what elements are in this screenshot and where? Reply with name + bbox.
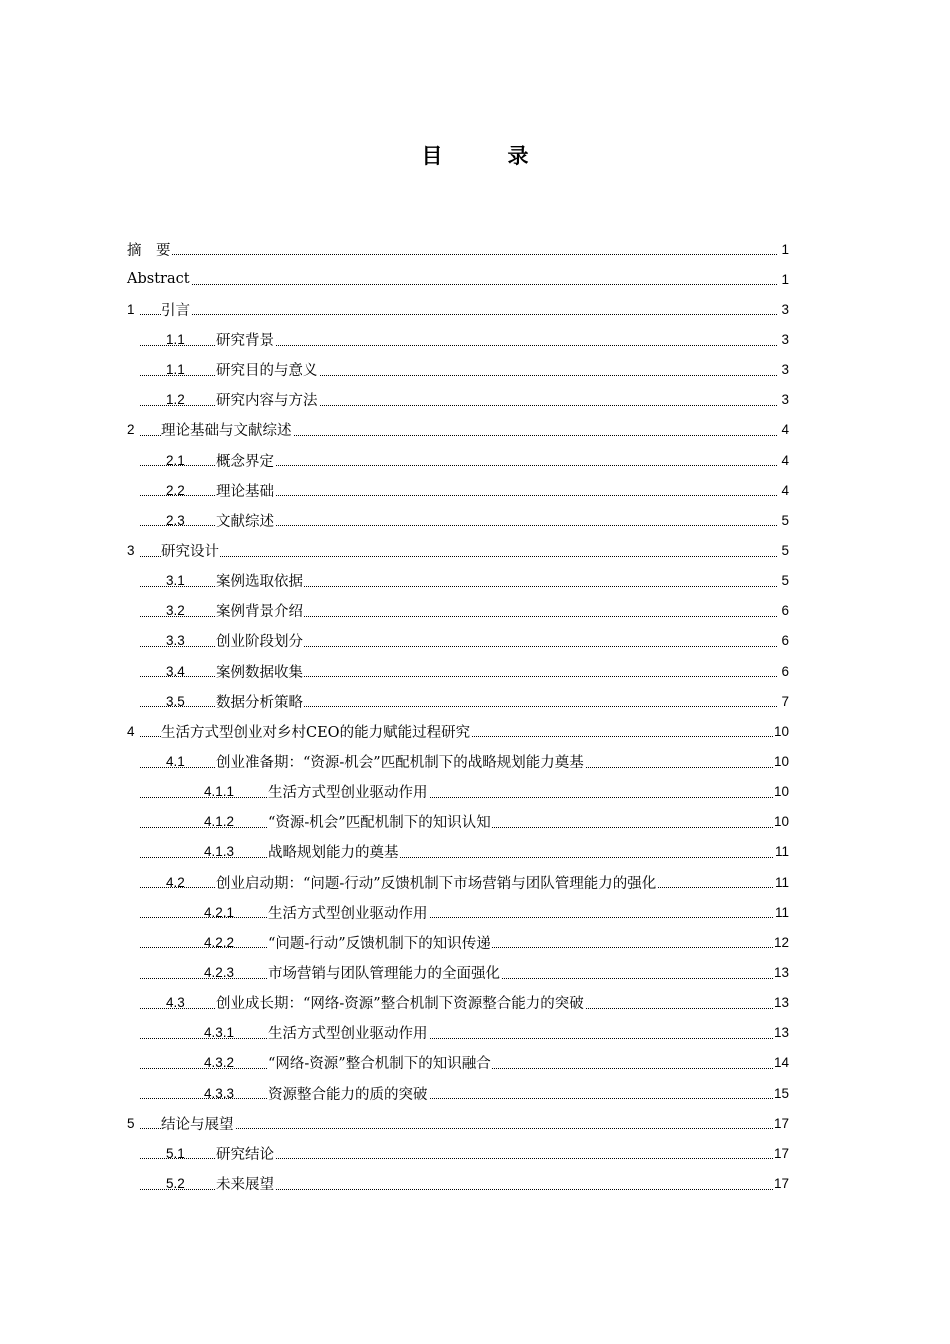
toc-entry-number: 5.2	[166, 1175, 185, 1191]
toc-entry-page-number: 3	[781, 362, 789, 378]
toc-entry-number: 1.1	[166, 331, 185, 347]
toc-entry-label: 研究结论	[216, 1143, 275, 1164]
toc-entry-page-number: 13	[773, 964, 789, 980]
toc-entry-label: 引言	[161, 299, 191, 320]
toc-entry-number: 3.3	[166, 633, 185, 649]
toc-entry-page-number: 3	[781, 331, 789, 347]
toc-entry-label: 生活方式型创业对乡村CEO的能力赋能过程研究	[161, 721, 471, 742]
toc-entry-label: 生活方式型创业驱动作用	[268, 902, 429, 923]
toc-entry-label: 创业阶段划分	[216, 630, 304, 651]
toc-entry-label: 理论基础	[216, 480, 275, 501]
toc-entry-label: 研究背景	[216, 329, 275, 350]
toc-entry-number: 4.3.1	[204, 1025, 235, 1041]
toc-entry[interactable]	[0, 686, 950, 716]
toc-dot-leader	[140, 796, 777, 798]
toc-entry-page-number: 6	[781, 603, 789, 619]
toc-entry[interactable]	[0, 385, 950, 415]
toc-entry-page-number: 13	[773, 1025, 789, 1041]
toc-entry-page-number: 11	[774, 904, 789, 920]
toc-entry[interactable]	[0, 777, 950, 807]
toc-entry-page-number: 4	[781, 482, 789, 498]
toc-entry-page-number: 13	[773, 995, 789, 1011]
toc-entry[interactable]	[0, 294, 950, 324]
table-of-contents	[0, 234, 950, 1199]
toc-entry[interactable]	[0, 897, 950, 927]
toc-entry-page-number: 5	[781, 542, 789, 558]
toc-entry-number: 3.1	[166, 573, 185, 589]
toc-entry-page-number: 11	[774, 844, 789, 860]
toc-entry-number: 3.4	[166, 663, 185, 679]
toc-entry-label: “网络-资源”整合机制下的知识融合	[268, 1052, 492, 1073]
toc-dot-leader	[140, 555, 777, 557]
toc-entry[interactable]	[0, 746, 950, 776]
toc-entry-number: 3	[127, 542, 135, 558]
toc-entry[interactable]	[0, 1168, 950, 1198]
toc-entry-label: 文献综述	[216, 510, 275, 531]
toc-entry[interactable]	[0, 867, 950, 897]
toc-entry-number: 4.1.2	[204, 814, 235, 830]
toc-entry[interactable]	[0, 355, 950, 385]
toc-entry-page-number: 11	[774, 874, 789, 890]
toc-entry-page-number: 7	[781, 693, 789, 709]
toc-entry-label: 创业成长期：“网络-资源”整合机制下资源整合能力的突破	[216, 992, 585, 1013]
toc-entry-label: 研究设计	[161, 540, 220, 561]
toc-entry[interactable]	[0, 505, 950, 535]
toc-entry-page-number: 12	[773, 934, 789, 950]
toc-entry-page-number: 10	[773, 784, 789, 800]
toc-entry-number: 1	[127, 301, 135, 317]
toc-entry[interactable]	[0, 445, 950, 475]
toc-entry[interactable]	[0, 324, 950, 354]
toc-entry-number: 4.2.1	[204, 904, 235, 920]
toc-entry-label: 生活方式型创业驱动作用	[268, 1022, 429, 1043]
toc-entry[interactable]	[0, 415, 950, 445]
toc-entry-label: 结论与展望	[161, 1113, 235, 1134]
toc-entry-label: 案例数据收集	[216, 661, 304, 682]
toc-entry-number: 4.3.3	[204, 1085, 235, 1101]
toc-entry-page-number: 4	[781, 422, 789, 438]
toc-entry-page-number: 4	[781, 452, 789, 468]
toc-entry-page-number: 6	[781, 663, 789, 679]
toc-entry-page-number: 6	[781, 633, 789, 649]
toc-entry-page-number: 1	[781, 241, 789, 257]
toc-entry[interactable]	[0, 626, 950, 656]
toc-dot-leader	[140, 283, 777, 285]
toc-dot-leader	[140, 253, 777, 255]
toc-entry-number: 4.2	[166, 874, 185, 890]
toc-entry-number: 5	[127, 1115, 135, 1131]
toc-entry[interactable]	[0, 596, 950, 626]
toc-entry-number: 4.1.1	[204, 784, 235, 800]
toc-entry[interactable]	[0, 535, 950, 565]
toc-entry[interactable]	[0, 716, 950, 746]
toc-entry[interactable]	[0, 1018, 950, 1048]
toc-entry-number: 2.1	[166, 452, 185, 468]
toc-entry-number: 1.2	[166, 392, 185, 408]
toc-entry-number: 4.1.3	[204, 844, 235, 860]
toc-entry-label: 研究内容与方法	[216, 389, 319, 410]
toc-entry-page-number: 15	[773, 1085, 789, 1101]
toc-dot-leader	[140, 1037, 777, 1039]
toc-entry-page-number: 17	[773, 1175, 789, 1191]
toc-entry-number: 2.2	[166, 482, 185, 498]
toc-entry-number: 4.2.2	[204, 934, 235, 950]
toc-entry-page-number: 10	[773, 814, 789, 830]
toc-entry[interactable]	[0, 566, 950, 596]
toc-entry[interactable]	[0, 807, 950, 837]
toc-entry[interactable]	[0, 475, 950, 505]
toc-entry-label: “资源-机会”匹配机制下的知识认知	[268, 811, 492, 832]
toc-entry-number: 3.2	[166, 603, 185, 619]
toc-entry-number: 2.3	[166, 512, 185, 528]
toc-entry-label: 市场营销与团队管理能力的全面强化	[268, 962, 501, 983]
toc-entry-number: 2	[127, 422, 135, 438]
toc-entry[interactable]	[0, 264, 950, 294]
toc-entry-number: 1.1	[166, 362, 185, 378]
toc-entry[interactable]	[0, 656, 950, 686]
toc-entry-label: 研究目的与意义	[216, 359, 319, 380]
toc-entry[interactable]	[0, 1138, 950, 1168]
toc-entry[interactable]	[0, 234, 950, 264]
toc-entry-label: 案例选取依据	[216, 570, 304, 591]
toc-entry-label: 摘 要	[127, 239, 172, 260]
toc-entry-number: 4.2.3	[204, 964, 235, 980]
toc-entry-page-number: 17	[773, 1115, 789, 1131]
toc-entry-page-number: 1	[781, 271, 789, 287]
toc-entry-label: 理论基础与文献综述	[161, 419, 293, 440]
toc-entry-label: 生活方式型创业驱动作用	[268, 781, 429, 802]
toc-entry-page-number: 17	[773, 1145, 789, 1161]
toc-entry-label: 战略规划能力的奠基	[268, 841, 400, 862]
toc-entry-label: 数据分析策略	[216, 691, 304, 712]
toc-entry-label: 创业启动期：“问题-行动”反馈机制下市场营销与团队管理能力的强化	[216, 872, 657, 893]
toc-entry[interactable]	[0, 1108, 950, 1138]
toc-entry-number: 4.3.2	[204, 1055, 235, 1071]
toc-entry-number: 4	[127, 723, 135, 739]
toc-entry-page-number: 10	[773, 753, 789, 769]
toc-dot-leader	[140, 856, 777, 858]
toc-entry-page-number: 3	[781, 301, 789, 317]
toc-entry[interactable]	[0, 927, 950, 957]
toc-entry[interactable]	[0, 957, 950, 987]
toc-entry-label: 未来展望	[216, 1173, 275, 1194]
toc-entry[interactable]	[0, 1048, 950, 1078]
toc-entry-label: 资源整合能力的质的突破	[268, 1083, 429, 1104]
toc-entry-label: “问题-行动”反馈机制下的知识传递	[268, 932, 492, 953]
toc-entry-page-number: 14	[773, 1055, 789, 1071]
toc-dot-leader	[140, 313, 777, 315]
toc-dot-leader	[140, 916, 777, 918]
toc-entry[interactable]	[0, 1078, 950, 1108]
toc-entry-label: Abstract	[127, 271, 190, 288]
toc-entry-label: 创业准备期：“资源-机会”匹配机制下的战略规划能力奠基	[216, 751, 585, 772]
toc-entry-number: 4.1	[166, 753, 185, 769]
toc-entry-page-number: 3	[781, 392, 789, 408]
toc-dot-leader	[140, 1127, 777, 1129]
toc-entry[interactable]	[0, 988, 950, 1018]
toc-entry-label: 概念界定	[216, 450, 275, 471]
toc-entry-number: 5.1	[166, 1145, 185, 1161]
toc-entry-label: 案例背景介绍	[216, 600, 304, 621]
toc-entry-page-number: 5	[781, 573, 789, 589]
toc-entry[interactable]	[0, 837, 950, 867]
toc-entry-number: 4.3	[166, 995, 185, 1011]
toc-title: 目 录	[421, 144, 551, 168]
toc-entry-page-number: 10	[773, 723, 789, 739]
toc-dot-leader	[140, 1097, 777, 1099]
toc-entry-number: 3.5	[166, 693, 185, 709]
toc-entry-page-number: 5	[781, 512, 789, 528]
